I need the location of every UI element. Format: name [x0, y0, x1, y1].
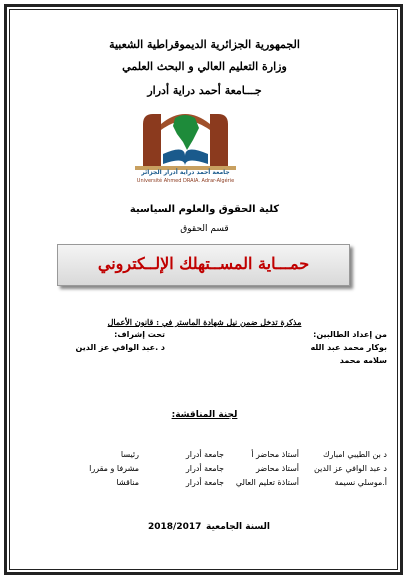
ministry-heading: وزارة التعليم العالي و البحث العلمي — [122, 60, 287, 73]
member-role: مناقشا — [116, 478, 139, 487]
supervisor-name: د .عبد الوافي عز الدين — [75, 343, 165, 352]
academic-year-value: 2018/2017 — [148, 522, 202, 532]
member-rank: أستاذة تعليم العالي — [235, 478, 299, 487]
student-name-2: سلامه محمد — [339, 356, 387, 365]
academic-year-label: السنة الجامعية — [206, 522, 271, 532]
committee-label: لجنة المناقشة: — [171, 410, 238, 420]
university-logo — [113, 106, 258, 188]
member-name: أ.موسلي نسيمة — [334, 478, 387, 487]
member-role: رئيسا — [120, 450, 139, 459]
member-name: د عبد الوافي عز الدين — [314, 464, 387, 473]
memo-line: مذكرة تدخل ضمن نيل شهادة الماستر في : قانون الأعمال — [107, 317, 302, 327]
students-label: من إعداد الطالبين: — [313, 330, 387, 339]
member-institution: جامعة أدرار — [185, 450, 224, 459]
member-institution: جامعة أدرار — [185, 478, 224, 487]
thesis-title: حمـــاية المســتهلك الإلــكتروني — [97, 254, 310, 273]
member-role: مشرفا و مقررا — [89, 464, 139, 473]
supervisor-label: تحت إشراف: — [114, 330, 165, 339]
member-rank: أستاذ محاضر — [256, 464, 299, 473]
department-name: قسم الحقوق — [180, 224, 229, 234]
republic-heading: الجمهورية الجزائرية الديموقراطية الشعبية — [109, 38, 300, 51]
student-name-1: بوكار محمد عبد الله — [310, 343, 387, 352]
faculty-name: كلية الحقوق والعلوم السياسية — [129, 204, 280, 215]
member-institution: جامعة أدرار — [185, 464, 224, 473]
thesis-title-box — [57, 244, 350, 286]
university-heading: جـــامعة أحمد دراية أدرار — [147, 84, 262, 97]
logo-name-fr: Université Ahmed DRAIA. Adrar-Algérie — [136, 178, 235, 184]
logo-name-ar: جامعة أحمد دراية أدرار الجزائر — [141, 169, 230, 176]
member-name: د بن الطيبي امبارك — [322, 450, 387, 459]
member-rank: أستاذ محاضر أ — [251, 450, 299, 459]
